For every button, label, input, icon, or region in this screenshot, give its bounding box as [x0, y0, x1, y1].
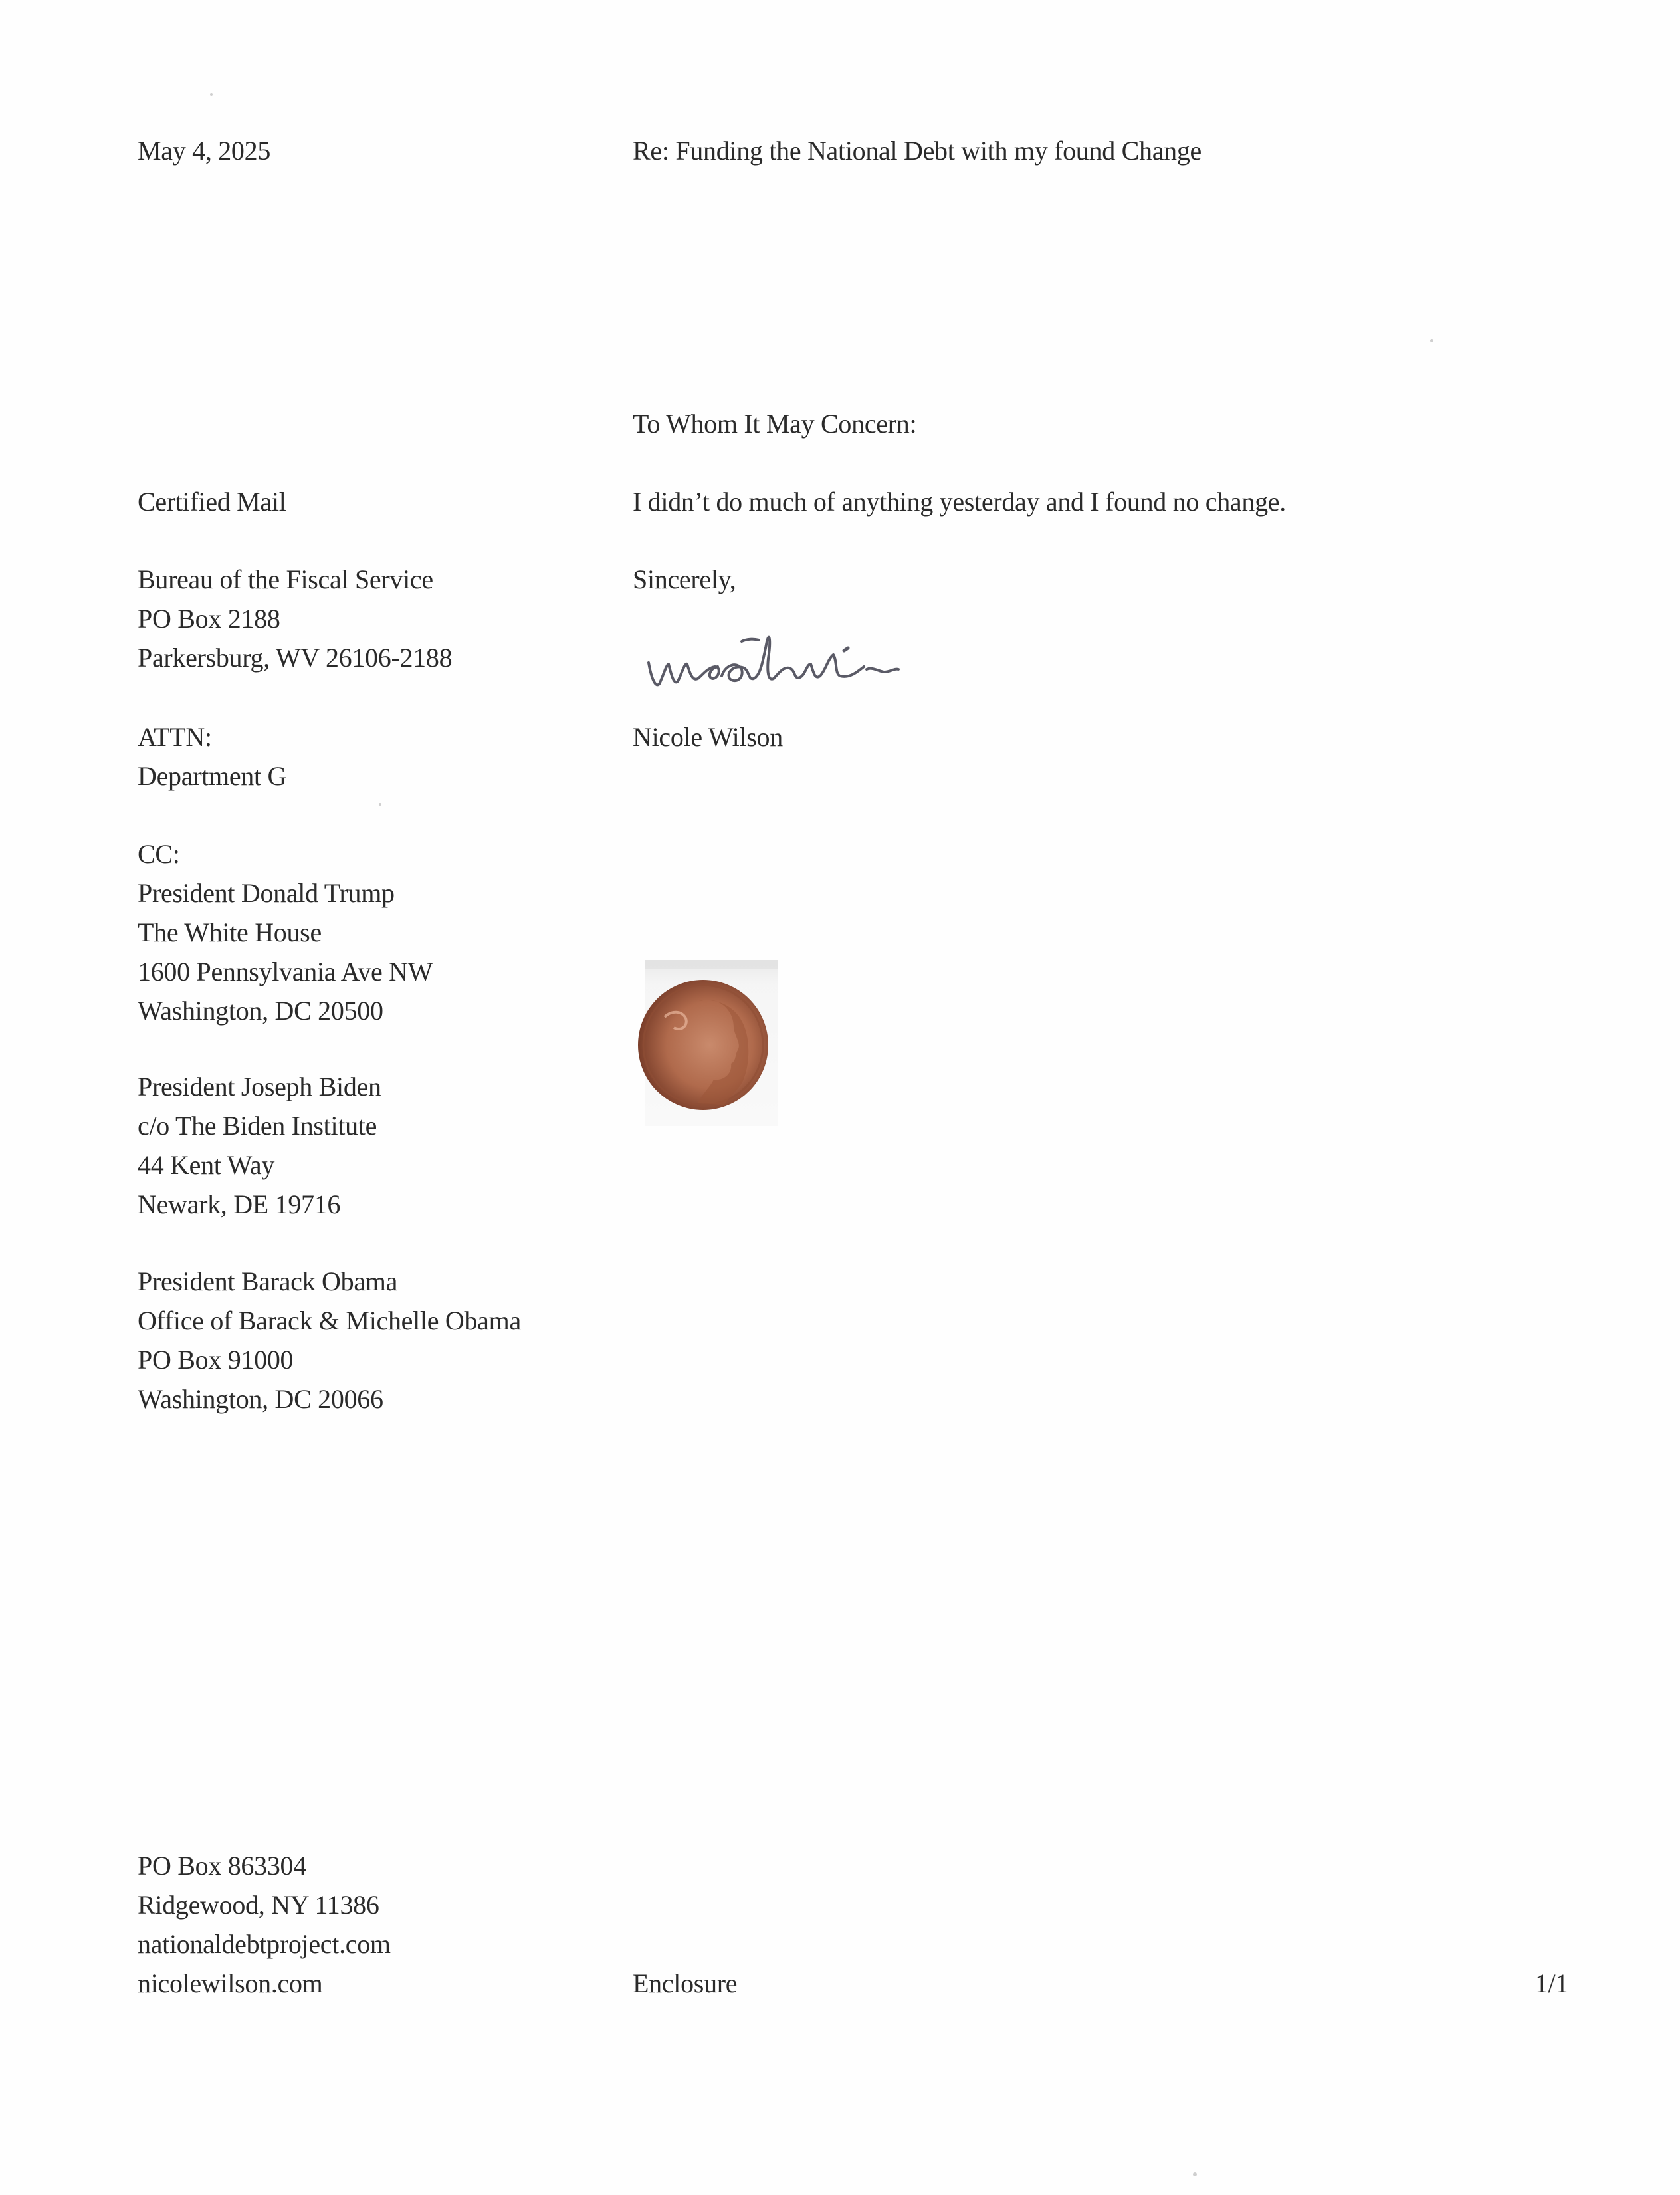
closing: Sincerely, [633, 564, 736, 594]
address-line: PO Box 2188 [138, 604, 280, 634]
address-line: President Joseph Biden [138, 1072, 381, 1101]
scan-speck [379, 803, 381, 806]
address-line: Department G [138, 761, 287, 791]
mailing-method: Certified Mail [138, 487, 286, 517]
cc-address-obama [138, 1262, 521, 1419]
letter-date: May 4, 2025 [138, 136, 271, 166]
address-line: Washington, DC 20066 [138, 1384, 383, 1414]
letter-subject: Re: Funding the National Debt with my found Change [633, 136, 1202, 166]
address-line: The White House [138, 917, 322, 947]
page-number: 1/1 [1534, 1968, 1568, 1998]
address-line: PO Box 863304 [138, 1851, 306, 1881]
salutation: To Whom It May Concern: [633, 409, 917, 439]
address-line: c/o The Biden Institute [138, 1111, 377, 1141]
sender-address [138, 1846, 391, 2003]
recipient-address [138, 560, 452, 677]
handwritten-signature-icon [643, 615, 956, 708]
enclosure-note: Enclosure [633, 1968, 738, 1998]
address-line: Office of Barack & Michelle Obama [138, 1306, 521, 1335]
address-line: Ridgewood, NY 11386 [138, 1890, 379, 1920]
letter-body: I didn’t do much of anything yesterday and I found no change. [633, 487, 1286, 517]
website-line: nationaldebtproject.com [138, 1929, 391, 1959]
address-line: Washington, DC 20500 [138, 996, 383, 1026]
cc-address-biden [138, 1067, 381, 1224]
address-line: President Donald Trump [138, 878, 395, 908]
address-line: Bureau of the Fiscal Service [138, 564, 433, 594]
address-line: 1600 Pennsylvania Ave NW [138, 957, 433, 986]
website-line: nicolewilson.com [138, 1968, 323, 1998]
signer-name: Nicole Wilson [633, 722, 783, 752]
address-line: Parkersburg, WV 26106-2188 [138, 643, 453, 673]
cc-address-trump [138, 834, 433, 1030]
address-line: President Barack Obama [138, 1266, 398, 1296]
address-line: Newark, DE 19716 [138, 1189, 341, 1219]
address-line: PO Box 91000 [138, 1345, 294, 1375]
scan-speck [210, 93, 213, 96]
address-line: 44 Kent Way [138, 1150, 275, 1180]
scan-speck [1430, 339, 1433, 342]
attention-line [138, 717, 286, 796]
scan-speck [1193, 2172, 1197, 2176]
penny-coin-icon [625, 957, 791, 1130]
cc-label: CC: [138, 839, 180, 869]
address-line: ATTN: [138, 722, 212, 752]
